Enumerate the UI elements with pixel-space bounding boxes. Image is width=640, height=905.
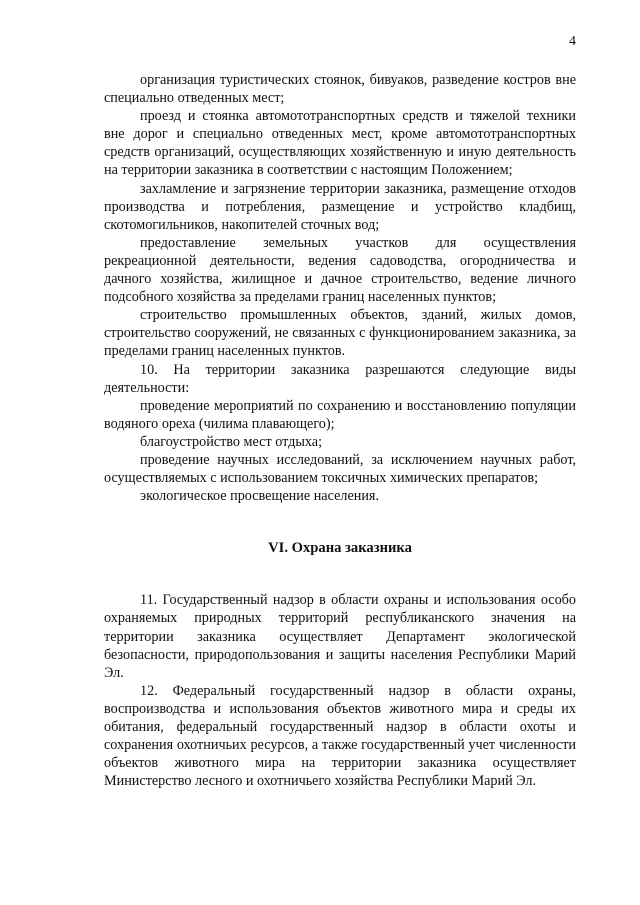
paragraph-prohibition-land: предоставление земельных участков для осуществления рекреационной деятельности, ведения садоводства, огородничества и дачного хозяйства, жилищное и дачное строительство, ведение личного подсобного хозяйства за пределами границ населенных пунктов;: [104, 234, 576, 306]
paragraph-item-11: 11. Государственный надзор в области охраны и использования особо охраняемых природных территорий республиканского значения на территории заказника осуществляет Департамент экологической безопасности, природопользования и защиты населения Республики Марий Эл.: [104, 592, 576, 681]
paragraph-allowed-conservation: проведение мероприятий по сохранению и восстановлению популяции водяного ореха (чилима плавающего);: [104, 397, 576, 432]
paragraph-prohibition-vehicles: проезд и стоянка автомототранспортных средств и тяжелой техники вне дорог и специально отведенных мест, кроме автомототранспортных средств организаций, осуществляющих хозяйственную и иную деятельность на территории заказника в соответствии с настоящим Положением;: [104, 108, 576, 179]
paragraph-prohibition-camping: организация туристических стоянок, бивуаков, разведение костров вне специально отведенных мест;: [104, 72, 576, 107]
paragraph-allowed-education: экологическое просвещение населения.: [140, 488, 380, 505]
paragraph-allowed-improvement: благоустройство мест отдыха;: [140, 433, 323, 450]
page-number: 4: [569, 34, 576, 49]
paragraph-prohibition-construction: строительство промышленных объектов, зданий, жилых домов, строительство сооружений, не связанных с функционированием заказника, за пределами границ населенных пунктов.: [104, 307, 576, 360]
paragraph-prohibition-pollution: захламление и загрязнение территории заказника, размещение отходов производства и потребления, размещение и устройство кладбищ, скотомогильников, накопителей сточных вод;: [104, 180, 576, 233]
section-heading: VI. Охрана заказника: [268, 540, 412, 557]
paragraph-item-10: 10. На территории заказника разрешаются следующие виды деятельности:: [104, 361, 576, 396]
paragraph-allowed-research: проведение научных исследований, за исключением научных работ, осуществляемых с использованием токсичных химических препаратов;: [104, 451, 576, 487]
paragraph-item-12: 12. Федеральный государственный надзор в области охраны, воспроизводства и использования объектов животного мира и среды их обитания, федеральный государственный надзор в области охоты и сохранения охотничьих ресурсов, а также государственный учет численности объектов животного мира на территории заказника осуществляет Министерство лесного и охотничьего хозяйства Республики Марий Эл.: [104, 682, 576, 790]
document-body: [104, 71, 576, 790]
